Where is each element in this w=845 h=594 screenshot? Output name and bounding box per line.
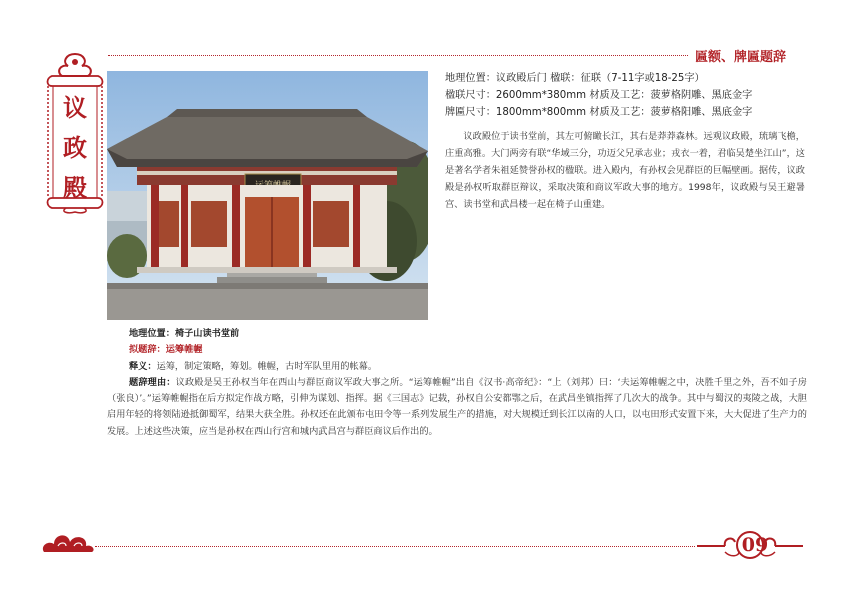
footer-divider <box>95 546 695 547</box>
title-panel <box>42 52 108 212</box>
page-number: 09 <box>741 534 769 556</box>
hall-photo <box>107 71 428 320</box>
reason-label: 题辞理由： <box>129 376 176 388</box>
info-location-line: 地理位置：议政殿后门 楹联：征联（7-11字或18-25字） <box>445 73 705 84</box>
proposed-inscription-label: 拟题辞： <box>129 344 166 356</box>
location-value: 椅子山读书堂前 <box>174 328 240 339</box>
info-block <box>445 70 805 121</box>
header-divider <box>108 55 688 56</box>
section-title: 匾额、牌匾题辞 <box>695 50 787 65</box>
title-char-3: 殿 <box>63 173 87 202</box>
title-char-2: 政 <box>63 133 87 162</box>
meaning-label: 释义： <box>129 360 157 372</box>
location-label: 地理位置： <box>129 328 175 339</box>
intro-paragraph: 议政殿位于读书堂前，其左可俯瞰长江，其右是莽莽森林。远观议政殿，琉璃飞檐，庄重高雅。大门两旁有联“华域三分，功迈父兄承志业；戎衣一着，君临吴楚坐江山”，这是著名学者朱祖延赞誉孙权的楹联。进入殿内，有孙权会见群臣的巨幅壁画。据传，议政殿是孙权听取群臣辩议，采取决策和商议军政大事的地方。1998年，议政殿与吴王避暑宫、读书堂和武昌楼一起在椅子山重建。 <box>445 131 805 210</box>
reason-value: 议政殿是吴王孙权当年在西山与群臣商议军政大事之所。“运筹帷幄”出自《汉书·高帝纪》：“上（刘邦）曰：‘夫运筹帷幄之中，决胜千里之外，吾不如子房（张良）’。”运筹帷幄指在后方拟定作战方略，引伸为谋划、指挥。据《三国志》记载，孙权自公安都鄂之后，在武昌坐镇指挥了几次大的战争。其中与蜀汉的夷陵之战，大胆启用年轻的将领陆逊抵御蜀军，结果大获全胜。孙权还在此颁布屯田令等一系列发展生产的措施，对大规模迁到长江以南的人口，以屯田形式安置下来，大大促进了生产力的发展。上述这些决策，应当是孙权在西山行宫和城内武昌宫与群臣商议后作出的。 <box>107 376 807 437</box>
cloud-ornament-icon <box>40 528 96 560</box>
info-plaque-size-line: 牌匾尺寸：1800mm*800mm 材质及工艺：菠萝格阳雕、黑底金字 <box>445 107 753 118</box>
proposed-inscription-value: 运筹帷幄 <box>165 344 203 356</box>
title-char-1: 议 <box>63 93 87 122</box>
inscription-details <box>107 326 807 440</box>
info-couplet-size-line: 楹联尺寸：2600mm*380mm 材质及工艺：菠萝格阴雕、黑底金字 <box>445 90 753 101</box>
meaning-value: 运筹，制定策略，筹划。帷幄，古时军队里用的帐幕。 <box>156 360 378 372</box>
